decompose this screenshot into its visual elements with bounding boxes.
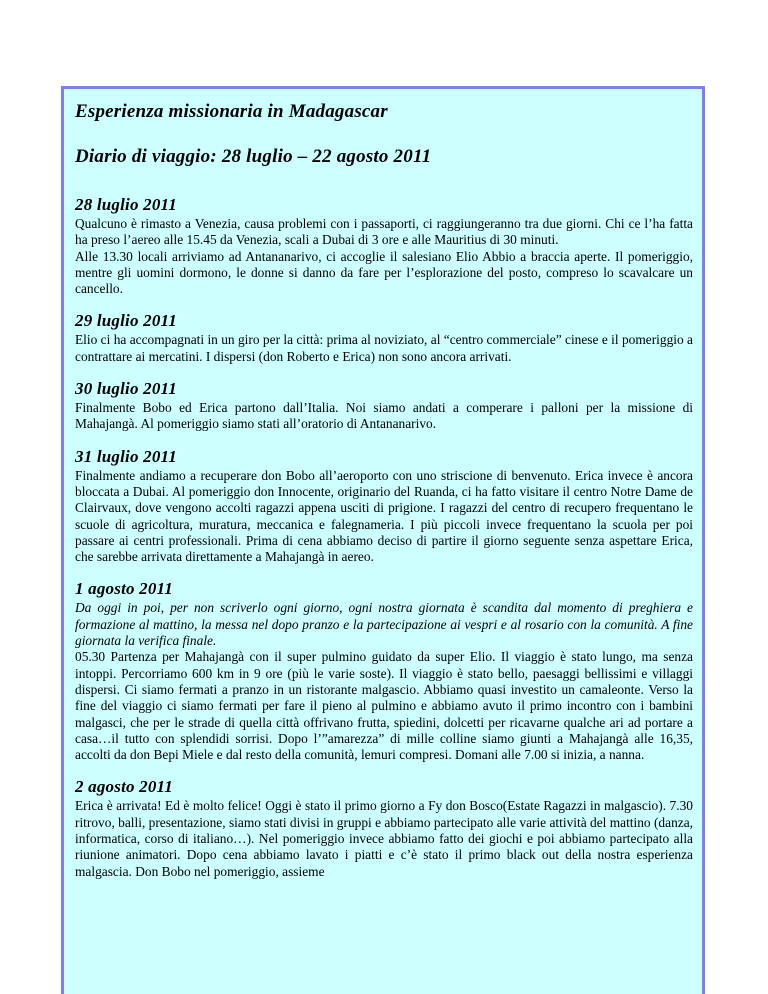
document-subtitle: Diario di viaggio: 28 luglio – 22 agosto 2011	[75, 146, 432, 167]
entry-date: 30 luglio 2011	[75, 379, 177, 399]
entry-date: 28 luglio 2011	[75, 195, 177, 214]
entry-paragraph: Qualcuno è rimasto a Venezia, causa problemi con i passaporti, ci raggiungeranno tra due giorni. Chi ce l’ha fatta ha preso l’aereo alle 15.45 da Venezia, scali a Dubai di 3 ore e alle Mauritius di 30 minuti.	[75, 216, 693, 248]
diary-entry	[75, 579, 693, 763]
diary-entry	[75, 379, 693, 433]
diary-frame	[61, 86, 705, 994]
entry-date: 29 luglio 2011	[75, 311, 177, 331]
diary-entry	[75, 777, 693, 879]
entry-paragraph: Da oggi in poi, per non scriverlo ogni giorno, ogni nostra giornata è scandita dal momento di preghiera e formazione al mattino, la messa nel dopo pranzo e la partecipazione ai vespri e al rosario con la comunità. A fine giornata la verifica finale.	[75, 600, 693, 649]
entry-date: 31 luglio 2011	[75, 446, 177, 466]
diary-entries	[75, 195, 693, 880]
entry-paragraph: Elio ci ha accompagnati in un giro per la città: prima al noviziato, al “centro commerciale” cinese e il pomeriggio a contrattare ai mercatini. I dispersi (don Roberto e Erica) non sono ancora arrivati.	[75, 332, 693, 364]
entry-paragraph: Erica è arrivata! Ed è molto felice! Oggi è stato il primo giorno a Fy don Bosco(Estate Ragazzi in malgascio). 7.30 ritrovo, balli, presentazione, siamo stati divisi in gruppi e abbiamo partecipato alle varie attività del mattino (danza, informatica, corso di italiano…). Nel pomeriggio invece abbiamo fatto dei giochi e poi abbiamo partecipato alla riunione animatori. Dopo cena abbiamo lavato i piatti e c’è stato il primo black out della nostra esperienza malgascia. Don Bobo nel pomeriggio, assieme	[75, 798, 694, 879]
entry-date: 1 agosto 2011	[75, 579, 174, 599]
document-title: Esperienza missionaria in Madagascar	[75, 101, 388, 122]
entry-paragraph: Alle 13.30 locali arriviamo ad Antananarivo, ci accoglie il salesiano Elio Abbio a braccia aperte. Il pomeriggio, mentre gli uomini dormono, le donne si danno da fare per l’esplorazione del posto, compreso lo scavalcare un cancello.	[75, 248, 693, 297]
entry-paragraph: 05.30 Partenza per Mahajangà con il super pulmino guidato da super Elio. Il viaggio è stato lungo, ma senza intoppi. Percorriamo 600 km in 9 ore (più le varie soste). Il viaggio è stato bello, paesaggi bellissimi e villaggi dispersi. Ci siamo fermati a pranzo in un ristorante malgascio. Abbiamo quasi investito un camaleonte. Verso la fine del viaggio ci siamo fermati per fare il pieno al pulmino e abbiamo avuto il primo incontro con i bambini malgasci, che per le strade di quella città offrivano frutta, spiedini, dolcetti per ricavarne qualche ari ad portare a casa…il tutto con splendidi sorrisi. Dopo l’”amarezza” di mille colline siamo giunti a Mahajangà alle 16,35, accolti da don Bepi Miele e dal resto della comunità, lemuri compresi. Domani alle 7.00 si inizia, a nanna.	[75, 649, 693, 763]
diary-entry	[75, 311, 693, 365]
entry-paragraph: Finalmente andiamo a recuperare don Bobo all’aeroporto con uno striscione di benvenuto. Erica invece è ancora bloccata a Dubai. Al pomeriggio don Innocente, originario del Ruanda, ci ha fatto visitare il centro Notre Dame de Clairvaux, dove vengono accolti ragazzi appena usciti di prigione. I ragazzi del centro di recupero frequentano le scuole di agricoltura, muratura, meccanica e falegnameria. I più piccoli invece frequentano la scuola per poi passare ai centri professionali. Prima di cena abbiamo deciso di partire il giorno seguente senza aspettare Erica, che sarebbe arrivata direttamente a Mahajangà in aereo.	[75, 467, 693, 565]
entry-paragraph: Finalmente Bobo ed Erica partono dall’Italia. Noi siamo andati a comperare i palloni per la missione di Mahajangà. Al pomeriggio siamo stati all’oratorio di Antananarivo.	[75, 400, 693, 432]
diary-entry	[75, 447, 693, 566]
entry-date: 2 agosto 2011	[75, 777, 174, 797]
diary-entry	[75, 195, 693, 297]
